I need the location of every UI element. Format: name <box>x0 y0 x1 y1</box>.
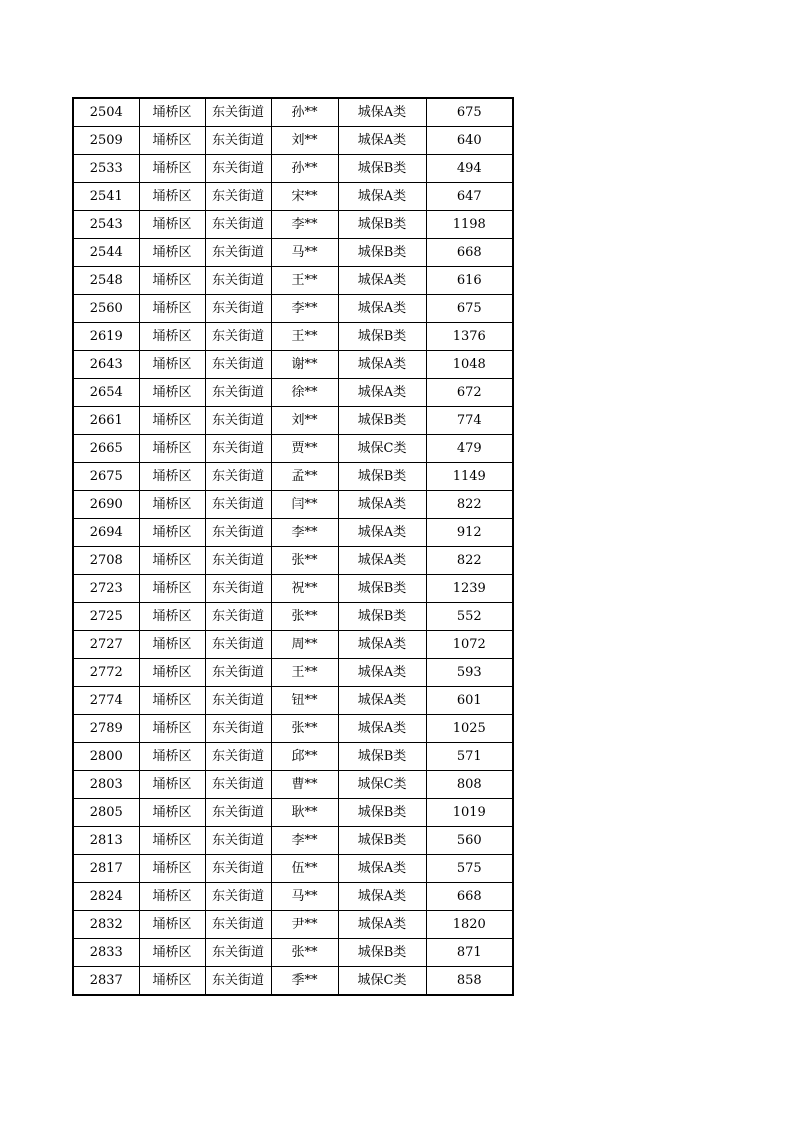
amount-cell: 1198 <box>426 211 513 239</box>
amount-cell: 822 <box>426 547 513 575</box>
record-id-cell: 2694 <box>73 519 139 547</box>
street-cell: 东关街道 <box>205 883 271 911</box>
street-cell: 东关街道 <box>205 631 271 659</box>
name-cell: 谢** <box>271 351 338 379</box>
table-body <box>73 98 513 995</box>
amount-cell: 479 <box>426 435 513 463</box>
street-cell: 东关街道 <box>205 855 271 883</box>
street-cell: 东关街道 <box>205 463 271 491</box>
insurance-type-cell: 城保A类 <box>338 659 426 687</box>
name-cell: 耿** <box>271 799 338 827</box>
street-cell: 东关街道 <box>205 127 271 155</box>
record-id-cell: 2800 <box>73 743 139 771</box>
amount-cell: 616 <box>426 267 513 295</box>
district-cell: 埇桥区 <box>139 659 205 687</box>
street-cell: 东关街道 <box>205 323 271 351</box>
amount-cell: 774 <box>426 407 513 435</box>
table-row <box>73 407 513 435</box>
insurance-type-cell: 城保A类 <box>338 267 426 295</box>
data-table <box>72 97 514 996</box>
district-cell: 埇桥区 <box>139 127 205 155</box>
record-id-cell: 2824 <box>73 883 139 911</box>
record-id-cell: 2774 <box>73 687 139 715</box>
district-cell: 埇桥区 <box>139 911 205 939</box>
table-row <box>73 743 513 771</box>
table-row <box>73 659 513 687</box>
record-id-cell: 2727 <box>73 631 139 659</box>
name-cell: 张** <box>271 715 338 743</box>
record-id-cell: 2772 <box>73 659 139 687</box>
table-row <box>73 155 513 183</box>
table-row <box>73 967 513 996</box>
district-cell: 埇桥区 <box>139 771 205 799</box>
amount-cell: 593 <box>426 659 513 687</box>
street-cell: 东关街道 <box>205 575 271 603</box>
insurance-type-cell: 城保A类 <box>338 519 426 547</box>
street-cell: 东关街道 <box>205 183 271 211</box>
insurance-type-cell: 城保A类 <box>338 295 426 323</box>
name-cell: 刘** <box>271 127 338 155</box>
table-row <box>73 239 513 267</box>
street-cell: 东关街道 <box>205 799 271 827</box>
insurance-type-cell: 城保A类 <box>338 98 426 127</box>
insurance-type-cell: 城保A类 <box>338 631 426 659</box>
table-row <box>73 491 513 519</box>
insurance-type-cell: 城保A类 <box>338 883 426 911</box>
table-row <box>73 547 513 575</box>
insurance-type-cell: 城保A类 <box>338 687 426 715</box>
insurance-type-cell: 城保B类 <box>338 799 426 827</box>
table-row <box>73 379 513 407</box>
table-row <box>73 267 513 295</box>
street-cell: 东关街道 <box>205 659 271 687</box>
name-cell: 闫** <box>271 491 338 519</box>
district-cell: 埇桥区 <box>139 491 205 519</box>
table-row <box>73 883 513 911</box>
table-row <box>73 827 513 855</box>
name-cell: 李** <box>271 211 338 239</box>
table-row <box>73 323 513 351</box>
district-cell: 埇桥区 <box>139 939 205 967</box>
table-row <box>73 855 513 883</box>
street-cell: 东关街道 <box>205 98 271 127</box>
street-cell: 东关街道 <box>205 519 271 547</box>
district-cell: 埇桥区 <box>139 687 205 715</box>
amount-cell: 494 <box>426 155 513 183</box>
record-id-cell: 2708 <box>73 547 139 575</box>
district-cell: 埇桥区 <box>139 267 205 295</box>
table-row <box>73 911 513 939</box>
table-row <box>73 211 513 239</box>
district-cell: 埇桥区 <box>139 827 205 855</box>
table-row <box>73 575 513 603</box>
amount-cell: 560 <box>426 827 513 855</box>
insurance-type-cell: 城保B类 <box>338 939 426 967</box>
district-cell: 埇桥区 <box>139 435 205 463</box>
street-cell: 东关街道 <box>205 603 271 631</box>
record-id-cell: 2665 <box>73 435 139 463</box>
table-row <box>73 463 513 491</box>
district-cell: 埇桥区 <box>139 883 205 911</box>
amount-cell: 571 <box>426 743 513 771</box>
amount-cell: 672 <box>426 379 513 407</box>
name-cell: 徐** <box>271 379 338 407</box>
table-row <box>73 799 513 827</box>
record-id-cell: 2833 <box>73 939 139 967</box>
insurance-type-cell: 城保B类 <box>338 743 426 771</box>
district-cell: 埇桥区 <box>139 855 205 883</box>
street-cell: 东关街道 <box>205 771 271 799</box>
name-cell: 祝** <box>271 575 338 603</box>
street-cell: 东关街道 <box>205 967 271 996</box>
district-cell: 埇桥区 <box>139 603 205 631</box>
street-cell: 东关街道 <box>205 435 271 463</box>
table-row <box>73 687 513 715</box>
name-cell: 张** <box>271 547 338 575</box>
table-row <box>73 127 513 155</box>
insurance-type-cell: 城保A类 <box>338 715 426 743</box>
street-cell: 东关街道 <box>205 267 271 295</box>
insurance-type-cell: 城保B类 <box>338 575 426 603</box>
street-cell: 东关街道 <box>205 407 271 435</box>
insurance-type-cell: 城保A类 <box>338 379 426 407</box>
record-id-cell: 2544 <box>73 239 139 267</box>
record-id-cell: 2654 <box>73 379 139 407</box>
district-cell: 埇桥区 <box>139 98 205 127</box>
amount-cell: 912 <box>426 519 513 547</box>
insurance-type-cell: 城保B类 <box>338 463 426 491</box>
record-id-cell: 2541 <box>73 183 139 211</box>
street-cell: 东关街道 <box>205 379 271 407</box>
district-cell: 埇桥区 <box>139 295 205 323</box>
table-row <box>73 715 513 743</box>
amount-cell: 1072 <box>426 631 513 659</box>
insurance-type-cell: 城保B类 <box>338 155 426 183</box>
district-cell: 埇桥区 <box>139 379 205 407</box>
street-cell: 东关街道 <box>205 911 271 939</box>
name-cell: 李** <box>271 827 338 855</box>
amount-cell: 675 <box>426 295 513 323</box>
street-cell: 东关街道 <box>205 715 271 743</box>
name-cell: 马** <box>271 883 338 911</box>
street-cell: 东关街道 <box>205 687 271 715</box>
district-cell: 埇桥区 <box>139 519 205 547</box>
district-cell: 埇桥区 <box>139 155 205 183</box>
name-cell: 孟** <box>271 463 338 491</box>
street-cell: 东关街道 <box>205 211 271 239</box>
amount-cell: 601 <box>426 687 513 715</box>
record-id-cell: 2619 <box>73 323 139 351</box>
amount-cell: 808 <box>426 771 513 799</box>
table-row <box>73 631 513 659</box>
insurance-type-cell: 城保C类 <box>338 435 426 463</box>
name-cell: 宋** <box>271 183 338 211</box>
record-id-cell: 2725 <box>73 603 139 631</box>
record-id-cell: 2690 <box>73 491 139 519</box>
insurance-type-cell: 城保A类 <box>338 491 426 519</box>
record-id-cell: 2789 <box>73 715 139 743</box>
name-cell: 张** <box>271 603 338 631</box>
street-cell: 东关街道 <box>205 939 271 967</box>
district-cell: 埇桥区 <box>139 351 205 379</box>
amount-cell: 1239 <box>426 575 513 603</box>
amount-cell: 858 <box>426 967 513 996</box>
record-id-cell: 2533 <box>73 155 139 183</box>
insurance-type-cell: 城保A类 <box>338 855 426 883</box>
name-cell: 孙** <box>271 155 338 183</box>
amount-cell: 1025 <box>426 715 513 743</box>
name-cell: 李** <box>271 295 338 323</box>
table-row <box>73 603 513 631</box>
insurance-type-cell: 城保B类 <box>338 603 426 631</box>
street-cell: 东关街道 <box>205 239 271 267</box>
insurance-type-cell: 城保A类 <box>338 127 426 155</box>
insurance-type-cell: 城保C类 <box>338 967 426 996</box>
name-cell: 伍** <box>271 855 338 883</box>
amount-cell: 871 <box>426 939 513 967</box>
name-cell: 季** <box>271 967 338 996</box>
record-id-cell: 2560 <box>73 295 139 323</box>
table-row <box>73 435 513 463</box>
district-cell: 埇桥区 <box>139 323 205 351</box>
insurance-type-cell: 城保A类 <box>338 547 426 575</box>
amount-cell: 668 <box>426 239 513 267</box>
district-cell: 埇桥区 <box>139 967 205 996</box>
street-cell: 东关街道 <box>205 155 271 183</box>
name-cell: 周** <box>271 631 338 659</box>
amount-cell: 675 <box>426 98 513 127</box>
amount-cell: 1019 <box>426 799 513 827</box>
record-id-cell: 2817 <box>73 855 139 883</box>
record-id-cell: 2832 <box>73 911 139 939</box>
insurance-type-cell: 城保A类 <box>338 183 426 211</box>
record-id-cell: 2837 <box>73 967 139 996</box>
amount-cell: 640 <box>426 127 513 155</box>
district-cell: 埇桥区 <box>139 575 205 603</box>
street-cell: 东关街道 <box>205 351 271 379</box>
district-cell: 埇桥区 <box>139 183 205 211</box>
record-id-cell: 2543 <box>73 211 139 239</box>
table-row <box>73 183 513 211</box>
record-id-cell: 2661 <box>73 407 139 435</box>
street-cell: 东关街道 <box>205 491 271 519</box>
district-cell: 埇桥区 <box>139 211 205 239</box>
insurance-type-cell: 城保B类 <box>338 211 426 239</box>
district-cell: 埇桥区 <box>139 743 205 771</box>
name-cell: 钮** <box>271 687 338 715</box>
amount-cell: 1149 <box>426 463 513 491</box>
name-cell: 邱** <box>271 743 338 771</box>
name-cell: 王** <box>271 267 338 295</box>
amount-cell: 1048 <box>426 351 513 379</box>
district-cell: 埇桥区 <box>139 239 205 267</box>
table-row <box>73 98 513 127</box>
name-cell: 贾** <box>271 435 338 463</box>
amount-cell: 822 <box>426 491 513 519</box>
name-cell: 刘** <box>271 407 338 435</box>
name-cell: 张** <box>271 939 338 967</box>
district-cell: 埇桥区 <box>139 407 205 435</box>
table-row <box>73 771 513 799</box>
amount-cell: 668 <box>426 883 513 911</box>
district-cell: 埇桥区 <box>139 799 205 827</box>
insurance-type-cell: 城保A类 <box>338 911 426 939</box>
name-cell: 王** <box>271 659 338 687</box>
table-row <box>73 351 513 379</box>
table-row <box>73 295 513 323</box>
table-row <box>73 939 513 967</box>
name-cell: 曹** <box>271 771 338 799</box>
insurance-type-cell: 城保B类 <box>338 827 426 855</box>
amount-cell: 647 <box>426 183 513 211</box>
record-id-cell: 2548 <box>73 267 139 295</box>
amount-cell: 552 <box>426 603 513 631</box>
district-cell: 埇桥区 <box>139 631 205 659</box>
street-cell: 东关街道 <box>205 743 271 771</box>
amount-cell: 1820 <box>426 911 513 939</box>
name-cell: 王** <box>271 323 338 351</box>
insurance-type-cell: 城保C类 <box>338 771 426 799</box>
record-id-cell: 2509 <box>73 127 139 155</box>
district-cell: 埇桥区 <box>139 715 205 743</box>
amount-cell: 575 <box>426 855 513 883</box>
district-cell: 埇桥区 <box>139 463 205 491</box>
record-id-cell: 2675 <box>73 463 139 491</box>
name-cell: 孙** <box>271 98 338 127</box>
record-id-cell: 2813 <box>73 827 139 855</box>
insurance-type-cell: 城保B类 <box>338 323 426 351</box>
record-id-cell: 2805 <box>73 799 139 827</box>
amount-cell: 1376 <box>426 323 513 351</box>
record-id-cell: 2643 <box>73 351 139 379</box>
street-cell: 东关街道 <box>205 827 271 855</box>
name-cell: 李** <box>271 519 338 547</box>
insurance-type-cell: 城保B类 <box>338 239 426 267</box>
street-cell: 东关街道 <box>205 295 271 323</box>
record-id-cell: 2803 <box>73 771 139 799</box>
insurance-type-cell: 城保A类 <box>338 351 426 379</box>
district-cell: 埇桥区 <box>139 547 205 575</box>
record-id-cell: 2504 <box>73 98 139 127</box>
name-cell: 尹** <box>271 911 338 939</box>
street-cell: 东关街道 <box>205 547 271 575</box>
record-id-cell: 2723 <box>73 575 139 603</box>
insurance-type-cell: 城保B类 <box>338 407 426 435</box>
table-row <box>73 519 513 547</box>
name-cell: 马** <box>271 239 338 267</box>
